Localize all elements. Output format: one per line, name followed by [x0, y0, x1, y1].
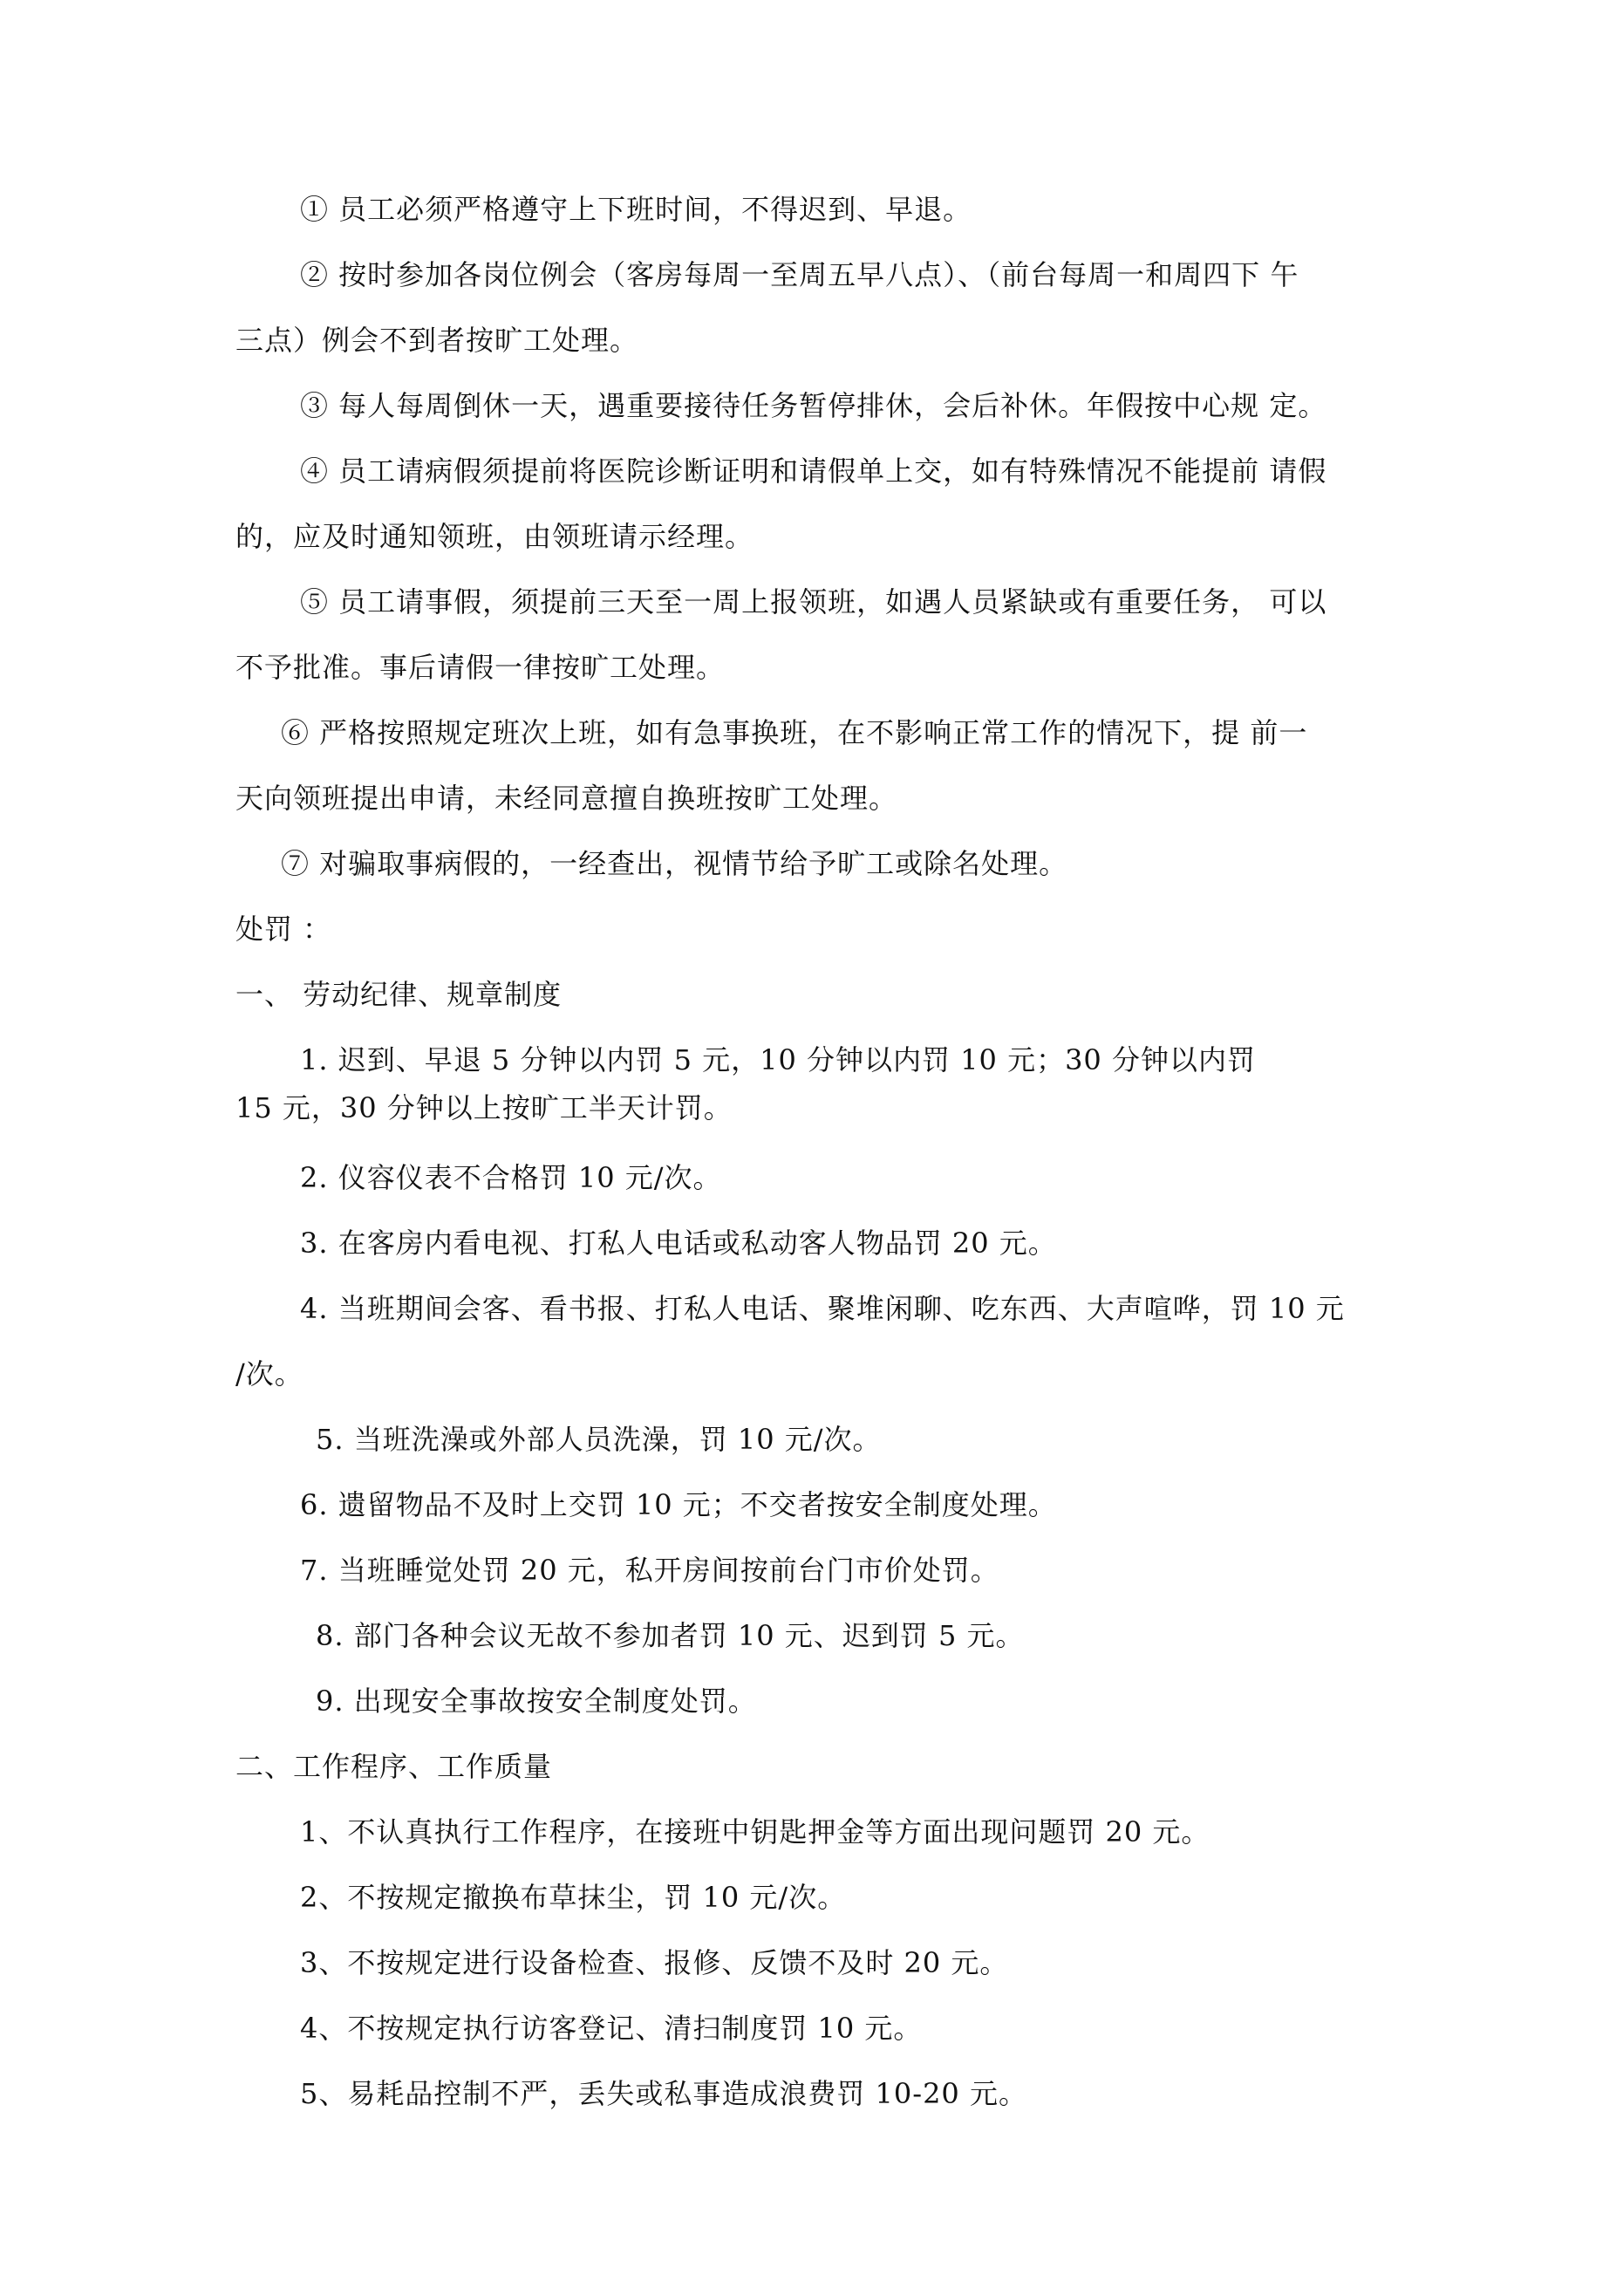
section-1-item-4-line-1: 4. 当班期间会客、看书报、打私人电话、聚堆闲聊、吃东西、大声喧哗，罚 10 元	[300, 1292, 1345, 1325]
section-2-item-4: 4、不按规定执行访客登记、清扫制度罚 10 元。	[300, 2012, 923, 2045]
rule-2-line-2: 三点）例会不到者按旷工处理。	[235, 324, 639, 357]
section-1-item-8: 8. 部门各种会议无故不参加者罚 10 元、迟到罚 5 元。	[316, 1619, 1025, 1652]
section-1-item-4-line-2: /次。	[235, 1357, 303, 1391]
section-1-item-7: 7. 当班睡觉处罚 20 元，私开房间按前台门市价处罚。	[300, 1554, 999, 1587]
rule-7-line-1: ⑦ 对骗取事病假的，一经查出，视情节给予旷工或除名处理。	[281, 847, 1068, 880]
section-1-item-1-line-1: 1. 迟到、早退 5 分钟以内罚 5 元，10 分钟以内罚 10 元；30 分钟以内罚	[300, 1043, 1256, 1076]
section-2-heading: 二、工作程序、工作质量	[235, 1750, 553, 1783]
section-1-item-5: 5. 当班洗澡或外部人员洗澡，罚 10 元/次。	[316, 1423, 882, 1456]
rule-4-line-1: ④ 员工请病假须提前将医院诊断证明和请假单上交，如有特殊情况不能提前 请假	[300, 454, 1327, 488]
section-1-heading: 一、 劳动纪律、规章制度	[235, 978, 563, 1011]
rule-2-line-1: ② 按时参加各岗位例会（客房每周一至周五早八点）、（前台每周一和周四下 午	[300, 258, 1299, 291]
section-2-item-3: 3、不按规定进行设备检查、报修、反馈不及时 20 元。	[300, 1946, 1009, 1979]
section-2-item-1: 1、不认真执行工作程序，在接班中钥匙押金等方面出现问题罚 20 元。	[300, 1815, 1210, 1848]
rule-5-line-1: ⑤ 员工请事假，须提前三天至一周上报领班，如遇人员紧缺或有重要任务， 可以	[300, 585, 1327, 618]
rule-3-line-1: ③ 每人每周倒休一天，遇重要接待任务暂停排休，会后补休。年假按中心规 定。	[300, 389, 1327, 422]
rule-4-line-2: 的，应及时通知领班，由领班请示经理。	[235, 520, 754, 553]
rule-6-line-2: 天向领班提出申请，未经同意擅自换班按旷工处理。	[235, 782, 898, 815]
section-1-item-1-line-2: 15 元，30 分钟以上按旷工半天计罚。	[235, 1091, 733, 1124]
section-1-item-3: 3. 在客房内看电视、打私人电话或私动客人物品罚 20 元。	[300, 1227, 1057, 1260]
rule-1-line-1: ① 员工必须严格遵守上下班时间，不得迟到、早退。	[300, 193, 972, 226]
section-2-item-5: 5、易耗品控制不严，丢失或私事造成浪费罚 10-20 元。	[300, 2077, 1027, 2110]
section-1-item-2: 2. 仪容仪表不合格罚 10 元/次。	[300, 1161, 722, 1194]
section-1-item-6: 6. 遗留物品不及时上交罚 10 元；不交者按安全制度处理。	[300, 1488, 1057, 1521]
rule-6-line-1: ⑥ 严格按照规定班次上班，如有急事换班，在不影响正常工作的情况下，提 前一	[281, 716, 1308, 749]
section-2-item-2: 2、不按规定撤换布草抹尘，罚 10 元/次。	[300, 1881, 847, 1914]
section-1-item-9: 9. 出现安全事故按安全制度处罚。	[316, 1684, 757, 1718]
penalty-heading: 处罚 ：	[235, 912, 332, 946]
rule-5-line-2: 不予批准。事后请假一律按旷工处理。	[235, 651, 726, 684]
